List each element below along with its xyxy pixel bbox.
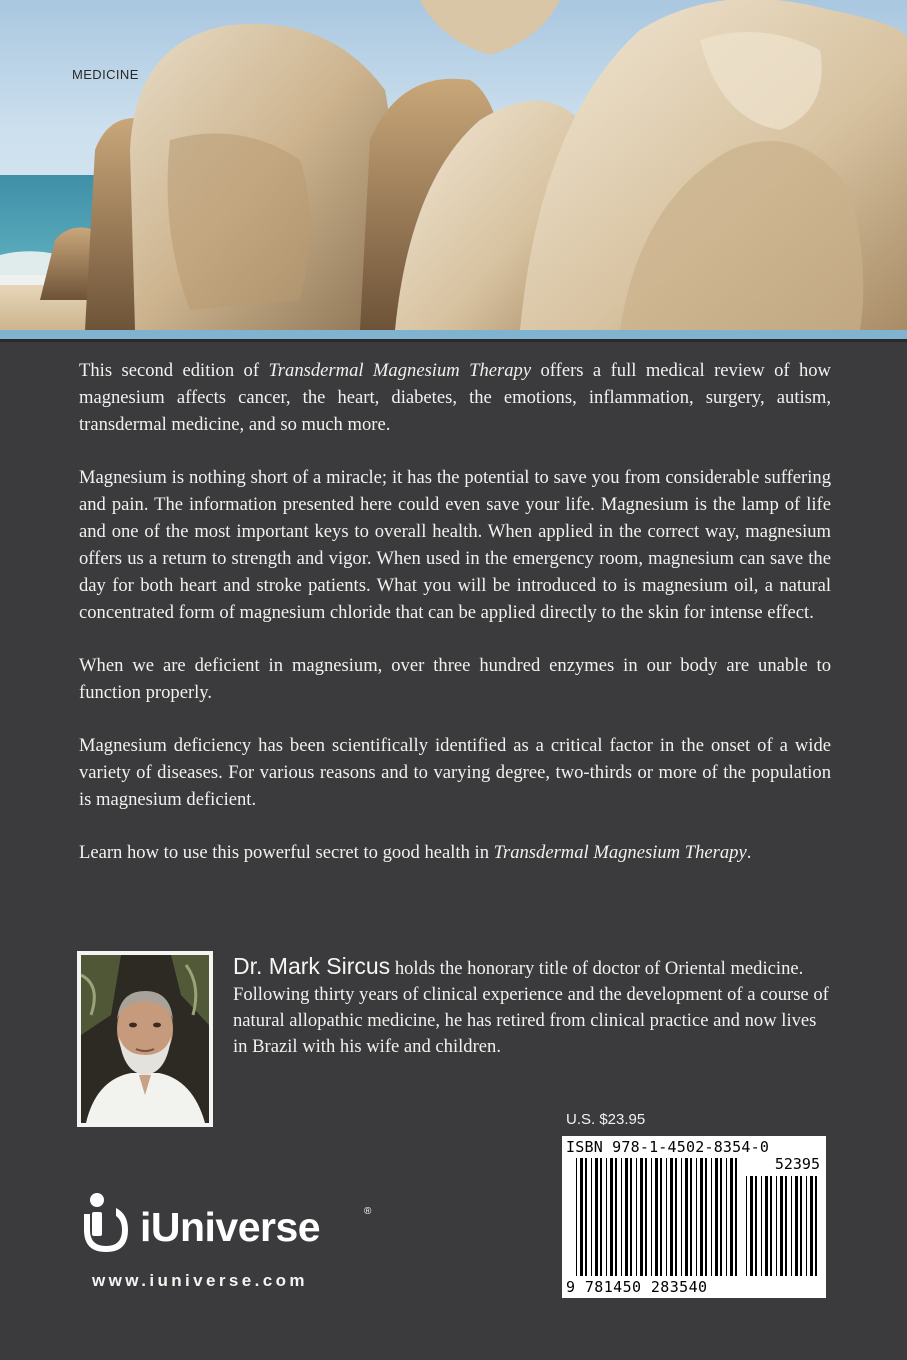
barcode-bar	[711, 1158, 712, 1276]
barcode-bar	[785, 1176, 787, 1276]
barcode-bar	[735, 1158, 737, 1276]
barcode-bar	[765, 1176, 768, 1276]
barcode-bar	[625, 1158, 628, 1276]
barcode-bar	[726, 1158, 727, 1276]
barcode-bar	[585, 1158, 587, 1276]
barcode-bar	[800, 1176, 802, 1276]
description-paragraph: Magnesium deficiency has been scientifically identified as a critical factor in the onset of a wide variety of diseases. For various reasons and to varying degree, two-thirds or more of the population is magnesium deficient.	[79, 735, 831, 810]
rock-shadow	[168, 133, 311, 310]
barcode-bar	[615, 1158, 617, 1276]
barcode-bar	[795, 1176, 798, 1276]
iuniverse-logo-icon	[78, 1192, 134, 1254]
barcode-bar	[690, 1158, 692, 1276]
barcode-bar	[685, 1158, 688, 1276]
barcode-bar	[806, 1176, 807, 1276]
ean-bars	[576, 1158, 737, 1276]
barcode-bar	[750, 1176, 753, 1276]
description-paragraph: Learn how to use this powerful secret to good health in Transdermal Magnesium Therapy.	[79, 842, 752, 863]
barcode-bar	[640, 1158, 643, 1276]
barcode-bar	[670, 1158, 673, 1276]
book-title: Transdermal Magnesium Therapy	[268, 360, 532, 381]
barcode-bar	[595, 1158, 598, 1276]
barcode-bar	[730, 1158, 733, 1276]
barcode-bar	[651, 1158, 652, 1276]
book-description	[79, 357, 831, 892]
barcode-bar	[776, 1176, 777, 1276]
description-paragraph: This second edition of Transdermal Magnesium Therapy offers a full medical review of how magnesium affects cancer, the heart, diabetes, the emotions, inflammation, surgery, autism, transdermal medicine, and so much more.	[79, 360, 831, 435]
addon-bars	[746, 1176, 817, 1276]
barcode-bar	[636, 1158, 637, 1276]
barcode-bar	[675, 1158, 677, 1276]
publisher-name: iUniverse	[140, 1204, 321, 1250]
barcode-bar	[610, 1158, 613, 1276]
barcode-bar	[576, 1158, 577, 1276]
barcode-bar	[791, 1176, 792, 1276]
rocks-illustration	[0, 0, 907, 330]
isbn-barcode	[562, 1136, 826, 1298]
barcode-bar	[666, 1158, 667, 1276]
barcode-bar	[606, 1158, 607, 1276]
barcode-bar	[696, 1158, 697, 1276]
barcode-bar	[645, 1158, 647, 1276]
book-title: Transdermal Magnesium Therapy	[493, 842, 747, 863]
registered-mark: ®	[364, 1206, 372, 1217]
barcode-bar	[705, 1158, 707, 1276]
category-label: MEDICINE	[72, 67, 139, 82]
isbn-number: ISBN 978-1-4502-8354-0	[566, 1138, 770, 1156]
barcode-bar	[715, 1158, 718, 1276]
barcode-bar	[780, 1176, 783, 1276]
barcode-bar	[700, 1158, 703, 1276]
description-paragraph: When we are deficient in magnesium, over three hundred enzymes in our body are unable to function properly.	[79, 655, 831, 703]
barcode-bar	[755, 1176, 757, 1276]
isbn-price-code: 52395	[774, 1155, 820, 1173]
barcode-bar	[681, 1158, 682, 1276]
barcode-bar	[770, 1176, 772, 1276]
barcode-bar	[761, 1176, 762, 1276]
barcode-bar	[580, 1158, 583, 1276]
barcode-bar	[621, 1158, 622, 1276]
description-paragraph: Magnesium is nothing short of a miracle; it has the potential to save you from considerable suffering and pain. The information presented here could even save your life. Magnesium is the lamp of life and one of the most important keys to overall health. When applied in the correct way, magnesium offers us a return to strength and vigor. When used in the emergency room, magnesium can save the day for both heart and stroke patients. What you will be introduced to is magnesium oil, a natural concentrated form of magnesium chloride that can be applied directly to the skin for intense effect.	[79, 467, 831, 623]
author-name: Dr. Mark Sircus	[233, 953, 391, 979]
author-portrait	[81, 955, 209, 1123]
barcode-bars	[562, 1136, 826, 1298]
author-bio	[233, 953, 833, 1060]
barcode-bar	[600, 1158, 602, 1276]
barcode-bar	[660, 1158, 662, 1276]
barcode-bar	[630, 1158, 632, 1276]
barcode-bar	[746, 1176, 747, 1276]
ean-number: 9 781450 283540	[566, 1278, 708, 1296]
barcode-bar	[655, 1158, 658, 1276]
price-label: U.S. $23.95	[566, 1111, 646, 1128]
rock-top	[420, 0, 560, 55]
author-bio-text: holds the honorary title of doctor of Oriental medicine. Following thirty years of clinical experience and the development of a course of natural allopathic medicine, he has retired from clinical practice and now lives in Brazil with his wife and children.	[233, 958, 829, 1057]
barcode-bar	[720, 1158, 722, 1276]
barcode-bar	[591, 1158, 592, 1276]
publisher-url[interactable]: www.iuniverse.com	[92, 1271, 308, 1290]
barcode-bar	[815, 1176, 817, 1276]
barcode-bar	[810, 1176, 813, 1276]
author-photo	[77, 951, 213, 1127]
stripe-shadow	[0, 339, 907, 342]
accent-stripe	[0, 330, 907, 339]
cover-photo	[0, 0, 907, 330]
